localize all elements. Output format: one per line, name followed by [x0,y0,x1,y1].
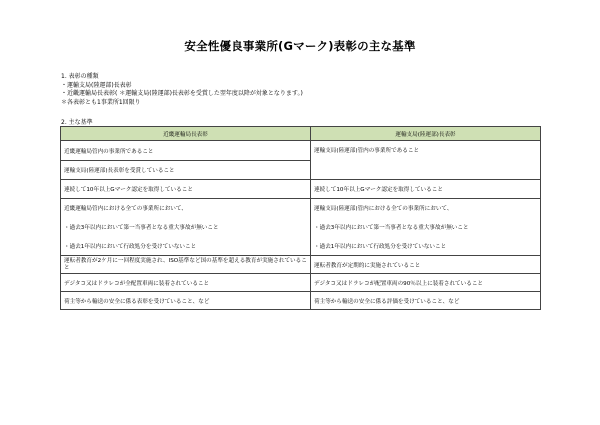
table-cell-right: 荷主等から輸送の安全に係る評価を受けていること、など [311,292,541,310]
table-cell-right: 運輸支局(陸運部)管内の事業所であること [311,141,541,180]
criteria-table [60,126,541,310]
table-cell-right: デジタコ又はドラレコが配置車両の90％以上に装着されていること [311,274,541,292]
table-cell-left: デジタコ又はドラレコが全配置車両に装着されていること [61,274,311,292]
table-cell-left: 連続して10年以上Gマーク認定を取得していること [61,180,311,199]
document-title: 安全性優良事業所(Gマーク)表彰の主な基準 [184,39,416,53]
section-award-types [61,73,303,107]
table-cell-right: ・過去1年以内において行政処分を受けていないこと [311,237,541,256]
table-row [61,256,541,274]
table-cell-right: 運輸支局(陸運部)管内における全ての事業所において、 [311,199,541,218]
header-kinki-award: 近畿運輸局長表彰 [61,127,311,141]
table-cell-left: 運転者教育が2ケ月に一回程度実施され、ISO基準など国の基準を超える教育が実施されていること [61,256,311,274]
table-cell-left: 運輸支局(陸運部)長表彰を受賞していること [61,161,311,180]
table-cell-right: 運転者教育が定期的に実施されていること [311,256,541,274]
header-branch-award: 運輸支局(陸運部)長表彰 [311,127,541,141]
table-cell-left: ・過去1年以内において行政処分を受けていないこと [61,237,311,256]
table-cell-left: 荷主等から輸送の安全に係る表彰を受けていること、など [61,292,311,310]
table-header-row [61,127,541,141]
table-row [61,292,541,310]
table-cell-right: ・過去3年以内において第一当事者となる重大事故が無いこと [311,218,541,237]
table-row [61,218,541,237]
table-row [61,274,541,292]
table-row [61,180,541,199]
table-cell-right: 連続して10年以上Gマーク認定を取得していること [311,180,541,199]
section1-line: ・運輸支局(陸運部)長表彰 [61,82,132,90]
table-row [61,141,541,161]
section2-heading: 2. 主な基準 [61,119,93,126]
table-row [61,237,541,256]
section1-note: ＊各表彰とも1事業所1回限り [61,98,141,106]
section1-line: ・近畿運輸局長表彰( ＊運輸支局(陸運部)長表彰を受賞した翌年度以降が対象となります。) [61,90,303,98]
table-cell-left: 近畿運輸局管内の事業所であること [61,141,311,161]
table-cell-left: 近畿運輸局管内における全ての事業所において、 [61,199,311,218]
table-cell-left: ・過去3年以内において第一当事者となる重大事故が無いこと [61,218,311,237]
table-row [61,199,541,218]
section1-heading: 1. 表彰の種類 [61,73,99,80]
